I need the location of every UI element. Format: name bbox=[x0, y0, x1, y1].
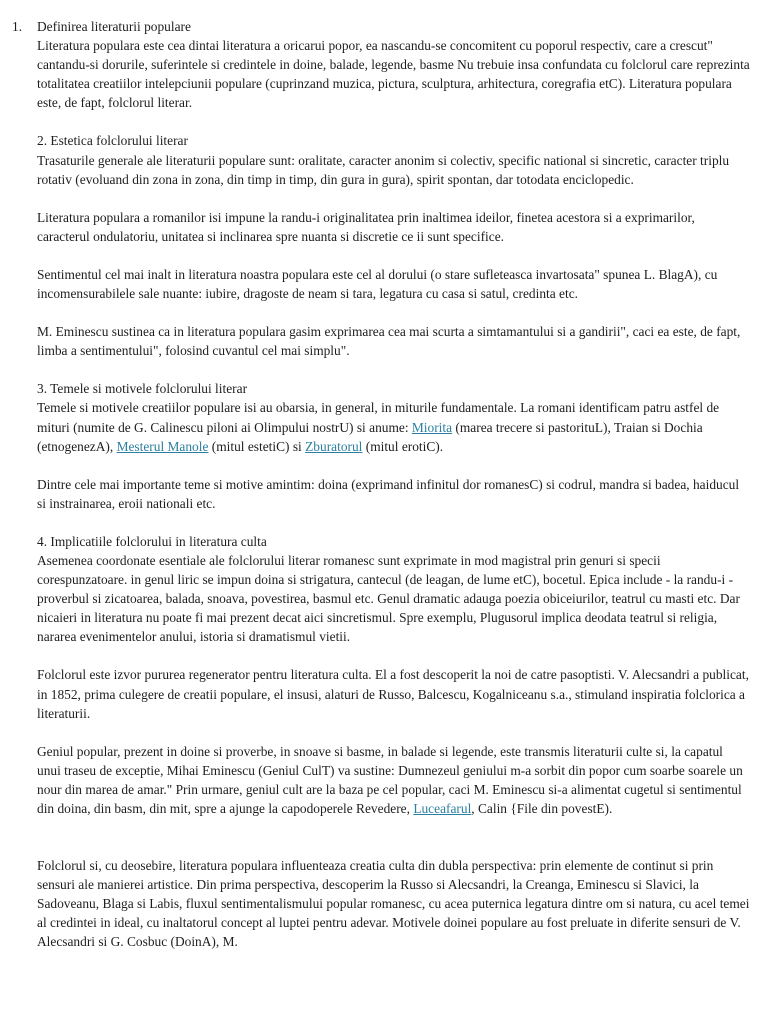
section-4 bbox=[37, 532, 750, 647]
section-4-body: Asemenea coordonate esentiale ale folclorului literar romanesc sunt exprimate in mod magistral prin genuri si specii corespunzatoare. in genul liric se impun doina si strigatura, cantecul (de leagan, de lume etC), bocetul. Epica include - la randu-i - proverbul si zicatoarea, balada, snoava, povestirea, basmul etc. Genul dramatic adauga poezia obiceiurilor, teatrul cu masti etc. Dar nicaieri in literatura nu poate fi mai prezent decat aici sincretismul. Spre exemplu, Plugusorul implica deodata teatrul si religia, nararea evenimentelor anului, istoria si dramatismul vietii. bbox=[37, 552, 740, 645]
section-3-body-text: (mitul erotiC). bbox=[362, 438, 444, 454]
link-miorita[interactable]: Miorita bbox=[411, 419, 453, 435]
list-number: 1. bbox=[12, 19, 23, 34]
section-4-paragraph-2: Folclorul este izvor pururea regenerator pentru literatura culta. El a fost descoperit la noi de catre pasoptisti. V. Alecsandri a publicat, in 1852, prima culegere de creatii populare, el insusi, alaturi de Russo, Balcescu, Kogalniceanu s.a., stimuland inspiratia folclorica a literaturii. bbox=[37, 667, 749, 721]
section-3-body-text: (marea trecere si pastorituL), Traian si Dochia (etnogenezA), bbox=[37, 419, 703, 454]
section-3-heading: 3. Temele si motivele folclorului literar bbox=[37, 381, 248, 397]
link-mesterul-manole[interactable]: Mesterul Manole bbox=[116, 438, 209, 454]
section-2-heading: 2. Estetica folclorului literar bbox=[37, 133, 188, 149]
section-2-paragraph-3: Sentimentul cel mai inalt in literatura noastra populara este cel al dorului (o stare sufleteasca invartosata" spunea L. BlagA), cu incomensurabilele sale nuante: iubire, dragoste de neam si tara, legatura cu casa si satul, credinta etc. bbox=[37, 266, 718, 302]
section-3-paragraph-2: Dintre cele mai importante teme si motive amintim: doina (exprimand infinitul dor romanesC) si codrul, mandra si badea, haiducul si instrainarea, eroii nationali etc. bbox=[37, 476, 740, 511]
section-4-paragraph-3-text: Geniul popular, prezent in doine si proverbe, in snoave si basme, in balade si legende, este transmis literaturii culte si, la capatul unui traseu de exceptie, Mihai Eminescu (Geniul CulT) va sustine: Dumnezeul geniului m-a sorbit din popor cum soarbe soarele un nour din marea de amar." Prin urmare, geniul cult are la baza pe cel popular, caci M. Eminescu si-a alimentat cugetul si sentimentul din doina, din basm, din mit, spre a ajunge la capodoperele Revedere, bbox=[37, 743, 743, 816]
link-zburatorul[interactable]: Zburatorul bbox=[305, 438, 363, 454]
section-4-paragraph-3-text: , Calin {File din povestE). bbox=[471, 801, 613, 816]
section-2-body: Trasaturile generale ale literaturii populare sunt: oralitate, caracter anonim si colectiv, specific national si sincretic, caracter triplu rotativ (evoluand din zona in zona, din timp in timp, din gura in gura), spirit spontan, dar totodata enciclopedic. bbox=[37, 152, 730, 187]
section-1-body: Literatura populara este cea dintai literatura a oricarui popor, ea nascandu-se concomitent cu poporul respectiv, care a crescut" cantandu-si dorurile, suferintele si credintele in doine, balade, legende, basme Nu trebuie insa confundata cu folclorul care reprezinta totalitatea creatiilor intelepciunii populare (cuprinzand muzica, pictura, sculptura, arhitectura, coregrafia etC). Literatura populara este, de fapt, folclorul literar. bbox=[37, 38, 750, 111]
section-3-body-text: (mitul estetiC) si bbox=[208, 438, 306, 454]
link-luceafarul[interactable]: Luceafarul bbox=[413, 801, 472, 816]
section-1 bbox=[37, 17, 750, 112]
section-3 bbox=[37, 379, 750, 455]
section-4-paragraph-4: Folclorul si, cu deosebire, literatura populara influenteaza creatia culta din dubla perspectiva: prin elemente de continut si prin sensuri ale manierei artistice. Din prima perspectiva, descoperim la Russo si Alecsandri, la Creanga, Eminescu si Slavici, la Sadoveanu, Blaga si Labis, fluxul sentimentalismului popular romanesc, cu acea puternica legatura dintre om si natura, cu acel temei al credintei in ideal, cu inaltatorul concept al luptei pentru adevar. Motivele doinei populare au fost preluate in diferite sensuri de V. Alecsandri si G. Cosbuc (DoinA), M. bbox=[37, 858, 750, 950]
section-2-paragraph-2: Literatura populara a romanilor isi impune la randu-i originalitatea prin inaltimea ideilor, finetea acestora si a exprimarilor, caracterul ondulatoriu, unitatea si inclinarea spre nuanta si discretie ce ii sunt specifice. bbox=[37, 209, 695, 244]
section-4-heading: 4. Implicatiile folclorului in literatura culta bbox=[37, 533, 267, 549]
section-1-heading: Definirea literaturii populare bbox=[37, 19, 191, 34]
section-2-paragraph-4: M. Eminescu sustinea ca in literatura populara gasim exprimarea cea mai scurta a simtamantului si a gandirii", caci ea este, de fapt, limba a sentimentului", folosind cuvantul cel mai simplu". bbox=[37, 324, 741, 359]
section-3-body-text: Temele si motivele creatiilor populare isi au obarsia, in general, in miturile fundamentale. La romani identificam patru astfel de mituri (numite de G. Calinescu piloni ai Olimpului nostrU) si anume: bbox=[37, 400, 720, 435]
section-3-body bbox=[37, 398, 750, 455]
section-2 bbox=[37, 131, 750, 188]
section-4-paragraph-3 bbox=[37, 742, 750, 818]
